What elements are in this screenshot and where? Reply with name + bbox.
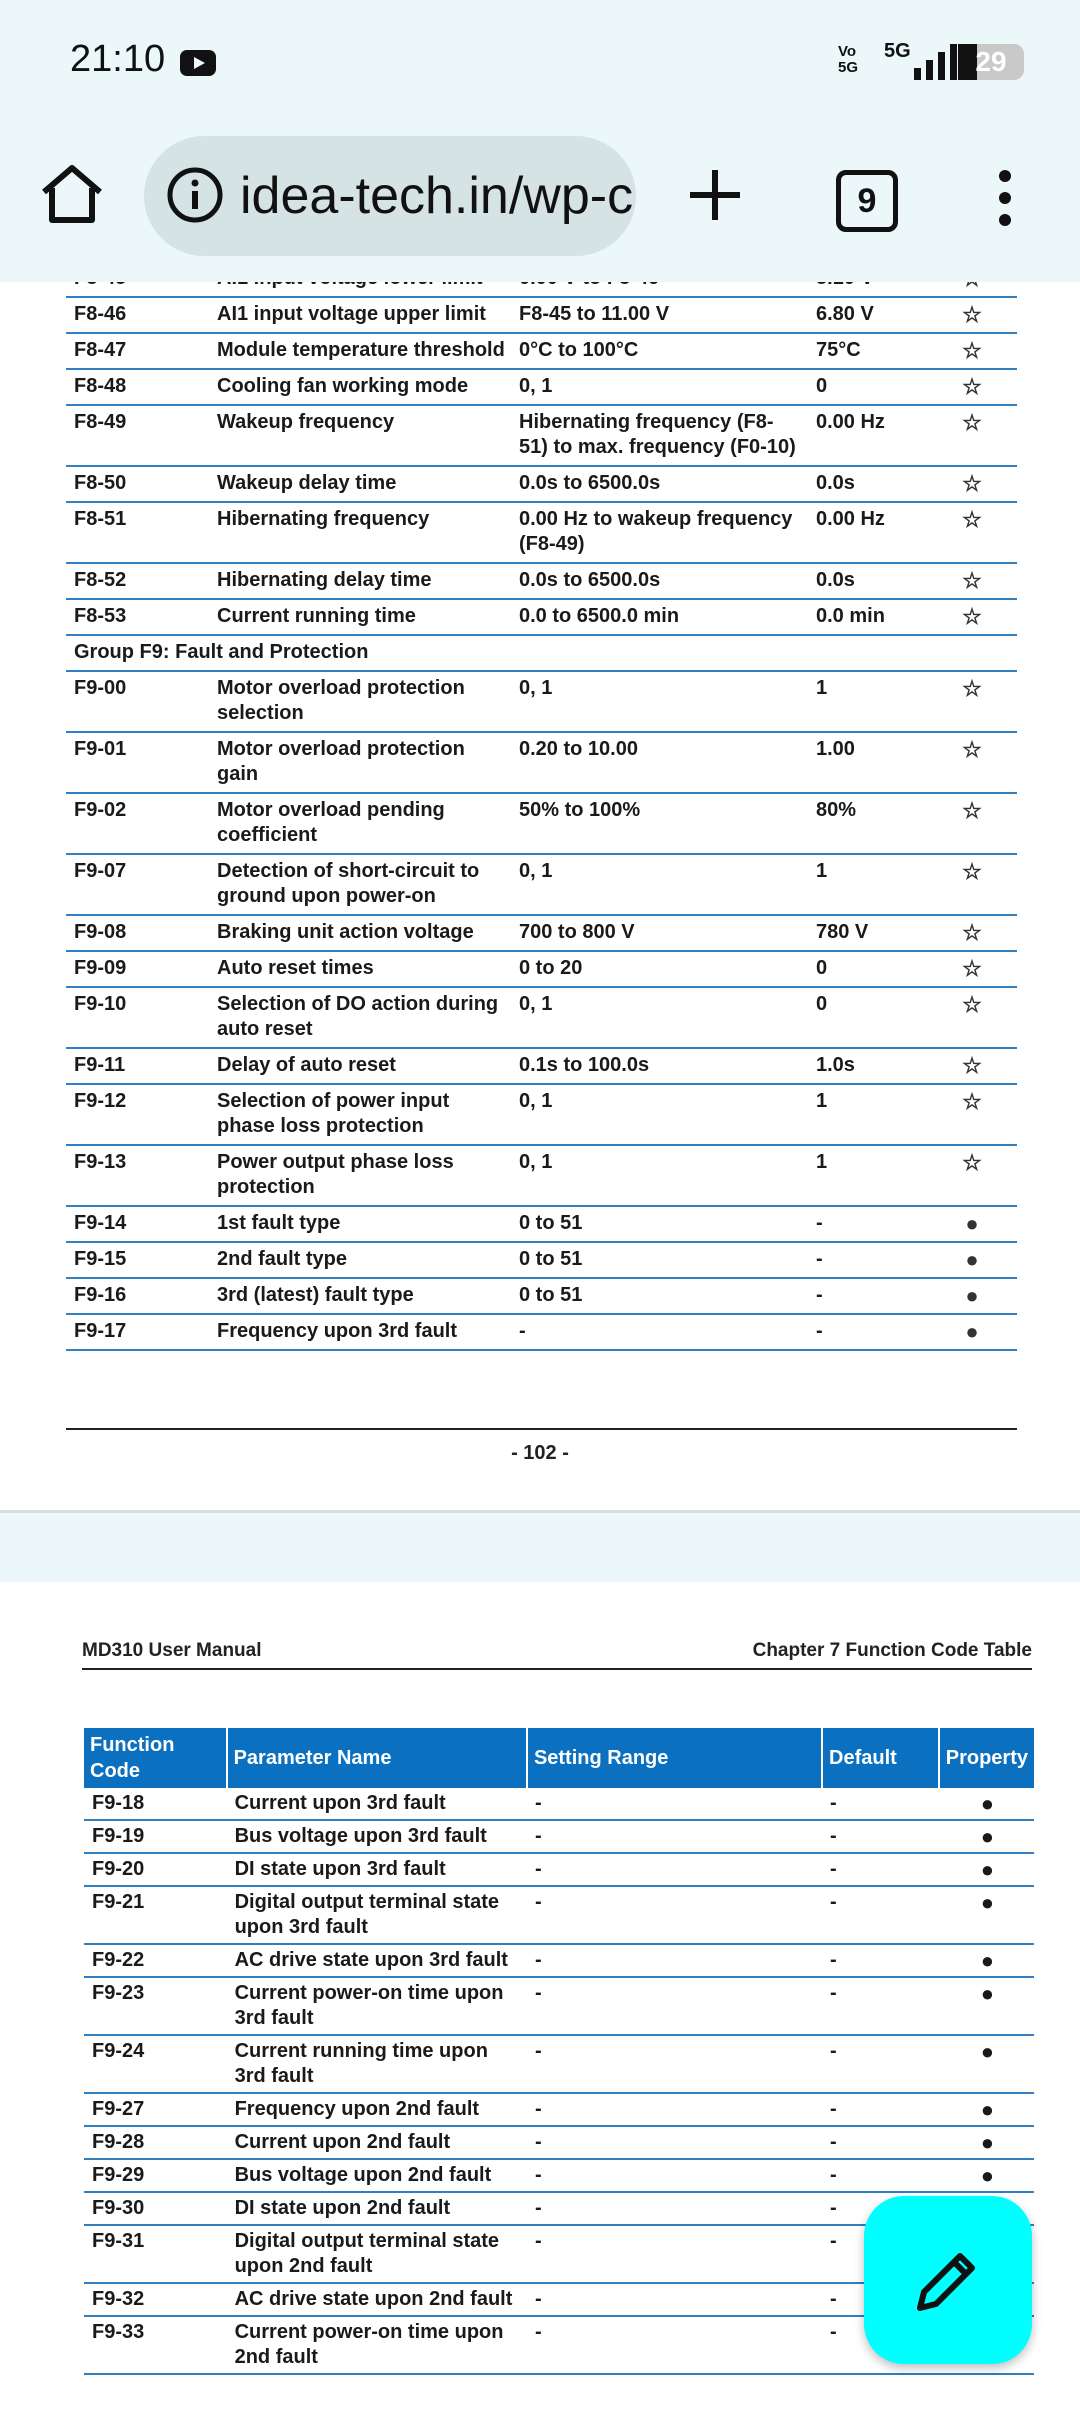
cell-default: - [822,1886,939,1944]
site-info-icon[interactable] [166,166,224,224]
cell-range: 0.00 Hz to wakeup frequency (F8-49) [511,502,808,563]
table-row [66,1084,1017,1145]
cell-name: Bus voltage upon 2nd fault [227,2159,527,2192]
cell-name: Selection of DO action during auto reset [209,987,511,1048]
table-header-row [84,1728,1034,1788]
table-row [66,466,1017,502]
cell-code: F9-14 [66,1206,209,1242]
column-header-name: Parameter Name [227,1728,527,1788]
cell-code: F9-33 [84,2316,227,2374]
cell-name: Motor overload pending coefficient [209,793,511,854]
cell-property: ● [925,1278,1017,1314]
cell-property: ● [925,1206,1017,1242]
cell-range: 0, 1 [511,671,808,732]
cell-name: Delay of auto reset [209,1048,511,1084]
table-row [66,793,1017,854]
cell-range: - [527,2283,822,2316]
header-line [82,1668,1032,1670]
cell-name: Current upon 2nd fault [227,2126,527,2159]
cell-property: ☆ [925,987,1017,1048]
cell-range: 0.0s to 6500.0s [511,466,808,502]
cell-property: ☆ [925,369,1017,405]
cell-default: - [822,2316,939,2374]
cell-default: 1 [808,1084,925,1145]
edit-fab-button[interactable] [864,2196,1032,2364]
cell-property: ☆ [925,333,1017,369]
cell-range: 0 to 51 [511,1206,808,1242]
cell-range: - [527,2093,822,2126]
cell-name: Digital output terminal state upon 3rd fault [227,1886,527,1944]
cell-name: Power output phase loss protection [209,1145,511,1206]
table-row [66,369,1017,405]
cell-range: 0 to 20 [511,951,808,987]
cell-default: - [822,2192,939,2225]
home-icon[interactable] [38,160,106,228]
cell-property: ☆ [925,951,1017,987]
cell-name: DI state upon 3rd fault [227,1853,527,1886]
youtube-icon [180,50,216,76]
tab-switcher-icon[interactable]: 9 [836,170,898,232]
cell-name: Frequency upon 3rd fault [209,1314,511,1350]
cell-code: F9-32 [84,2283,227,2316]
table-row [66,854,1017,915]
pdf-page-102 [0,282,1080,1510]
cell-name: AC drive state upon 3rd fault [227,1944,527,1977]
cell-default: 1 [808,671,925,732]
cell-property: ☆ [925,502,1017,563]
cell-property: ☆ [925,466,1017,502]
table-row [84,1886,1034,1944]
table-row [66,297,1017,333]
cell-property: ☆ [925,671,1017,732]
cell-default: - [822,1820,939,1853]
table-row [84,1977,1034,2035]
cell-range: 0, 1 [511,987,808,1048]
cell-name: DI state upon 2nd fault [227,2192,527,2225]
volte-indicator: Vo 5G [838,43,859,76]
cell-range: - [527,1853,822,1886]
cell-code: F8-53 [66,599,209,635]
address-bar[interactable] [144,136,636,256]
browser-chrome [0,0,1080,282]
table-row [84,1944,1034,1977]
cell-code: F9-18 [84,1788,227,1820]
cell-property: ● [925,1314,1017,1350]
cell-property: ☆ [925,1084,1017,1145]
cell-name: Current running time upon 3rd fault [227,2035,527,2093]
cell-property: ☆ [925,1145,1017,1206]
table-row [66,1314,1017,1350]
column-header-default: Default [822,1728,939,1788]
battery-icon [958,44,1024,80]
table-row [66,1278,1017,1314]
cell-default: - [822,1853,939,1886]
manual-title: MD310 User Manual [82,1640,262,1661]
table-row [66,1048,1017,1084]
edit-pencil-icon [910,2242,986,2318]
group-header-row [66,635,1017,671]
cell-name: 3rd (latest) fault type [209,1278,511,1314]
cell-name: AC drive state upon 2nd fault [227,2283,527,2316]
table-row [84,1853,1034,1886]
cell-default: 1 [808,854,925,915]
cell-property: ● [939,1886,1034,1944]
more-menu-icon[interactable] [990,168,1020,228]
column-header-range: Setting Range [527,1728,822,1788]
cell-name: AI1 input voltage upper limit [209,297,511,333]
cell-code: F9-22 [84,1944,227,1977]
cell-default: - [822,2035,939,2093]
table-row [66,671,1017,732]
table-row [66,599,1017,635]
cell-code: F8-47 [66,333,209,369]
cell-default: - [808,1206,925,1242]
cell-default: 0.0s [808,466,925,502]
cell-name: Current upon 3rd fault [227,1788,527,1820]
cell-name: Motor overload protection gain [209,732,511,793]
cell-range: - [527,2035,822,2093]
cell-code: F9-07 [66,854,209,915]
cell-name: Frequency upon 2nd fault [227,2093,527,2126]
page-gap [0,1510,1080,1585]
table-row [66,405,1017,466]
cell-default: 1.0s [808,1048,925,1084]
cell-code: F9-31 [84,2225,227,2283]
status-time: 21:10 [70,38,166,80]
cell-property: ☆ [925,732,1017,793]
cell-default: - [822,2159,939,2192]
signal-icon [912,44,962,80]
cell-code: F9-11 [66,1048,209,1084]
cell-default: 0.0 min [808,599,925,635]
cell-name: Hibernating frequency [209,502,511,563]
cell-range: 0 to 51 [511,1242,808,1278]
cell-property: ☆ [925,854,1017,915]
column-header-code: Function Code [84,1728,227,1788]
cell-code: F9-08 [66,915,209,951]
cell-code: F9-24 [84,2035,227,2093]
cell-code: F9-27 [84,2093,227,2126]
cell-range: 0.1s to 100.0s [511,1048,808,1084]
cell-property: ☆ [925,563,1017,599]
table-row [66,563,1017,599]
cell-name: Current power-on time upon 3rd fault [227,1977,527,2035]
cell-code: F8-50 [66,466,209,502]
cell-code: F9-29 [84,2159,227,2192]
cell-property: ☆ [925,915,1017,951]
cell-code: F9-30 [84,2192,227,2225]
cell-default: 0.00 Hz [808,502,925,563]
cell-name: Current power-on time upon 2nd fault [227,2316,527,2374]
cell-property: ● [939,1944,1034,1977]
table-row [66,732,1017,793]
table-row [84,2093,1034,2126]
cell-code: F9-19 [84,1820,227,1853]
cell-name: Detection of short-circuit to ground upon power-on [209,854,511,915]
cell-property: ● [925,1242,1017,1278]
cell-default: 0.0s [808,563,925,599]
cell-range: - [527,2192,822,2225]
page-number: - 102 - [511,1442,569,1464]
cell-code: F9-15 [66,1242,209,1278]
cell-default: - [822,1977,939,2035]
cell-code: F9-12 [66,1084,209,1145]
cell-default: 1 [808,1145,925,1206]
new-tab-icon[interactable] [680,160,750,230]
cell-default: - [822,1944,939,1977]
cell-default: - [822,2126,939,2159]
cell-property: ● [939,1977,1034,2035]
table-row [84,1788,1034,1820]
table-row [66,987,1017,1048]
table-row [84,2159,1034,2192]
cell-code: F9-13 [66,1145,209,1206]
cell-name: Wakeup frequency [209,405,511,466]
cell-code: F8-46 [66,297,209,333]
cell-name: Current running time [209,599,511,635]
cell-default: 0 [808,369,925,405]
cell-range: 0, 1 [511,369,808,405]
cell-property: ● [939,1853,1034,1886]
cell-property: ☆ [925,793,1017,854]
cell-code: F9-23 [84,1977,227,2035]
cell-range: 0, 1 [511,1145,808,1206]
cell-range: - [527,2159,822,2192]
column-header-property: Property [939,1728,1034,1788]
cell-name: Module temperature threshold [209,333,511,369]
table-row [84,2035,1034,2093]
cell-name: Cooling fan working mode [209,369,511,405]
cell-property: ● [939,1820,1034,1853]
cell-default: 75°C [808,333,925,369]
cell-default: - [822,1788,939,1820]
cell-range: - [527,1820,822,1853]
cell-code: F8-52 [66,563,209,599]
cell-property: ☆ [925,297,1017,333]
cell-code: F8-49 [66,405,209,466]
cell-range: - [527,1788,822,1820]
url-text: idea-tech.in/wp-c [240,167,634,225]
table-row [66,951,1017,987]
cell-name: Braking unit action voltage [209,915,511,951]
cell-range: - [527,2225,822,2283]
table-row [66,915,1017,951]
cell-default: - [822,2225,939,2283]
table-row [66,333,1017,369]
group-label: Group F9: Fault and Protection [66,635,1017,671]
table-row [66,1145,1017,1206]
cell-range: 0 to 51 [511,1278,808,1314]
table-row [66,502,1017,563]
cell-name: Bus voltage upon 3rd fault [227,1820,527,1853]
table-row [84,1820,1034,1853]
cell-name: 2nd fault type [209,1242,511,1278]
cell-code: F8-51 [66,502,209,563]
cell-default: - [808,1278,925,1314]
battery-level: 29 [975,46,1007,77]
cell-range: 0, 1 [511,1084,808,1145]
cell-property: ● [939,2159,1034,2192]
cell-range: 0.0 to 6500.0 min [511,599,808,635]
cell-range: - [527,2316,822,2374]
cell-default: - [808,1314,925,1350]
network-type: 5G [884,40,911,62]
cell-default: 1.00 [808,732,925,793]
cell-range: 0°C to 100°C [511,333,808,369]
cell-range: - [511,1314,808,1350]
cell-default: - [822,2283,939,2316]
page-footer-line [66,1428,1017,1430]
cell-code: F9-21 [84,1886,227,1944]
cell-range: - [527,1886,822,1944]
cell-range: Hibernating frequency (F8-51) to max. frequency (F0-10) [511,405,808,466]
cell-property: ☆ [925,405,1017,466]
cell-default: 0 [808,987,925,1048]
cell-code: F9-00 [66,671,209,732]
cell-code: F9-16 [66,1278,209,1314]
cell-default: 0 [808,951,925,987]
cell-default: 80% [808,793,925,854]
cell-range: 700 to 800 V [511,915,808,951]
table-row [84,2126,1034,2159]
cell-property: ● [939,2126,1034,2159]
cell-name: Digital output terminal state upon 2nd fault [227,2225,527,2283]
cell-default: - [822,2093,939,2126]
cell-name: 1st fault type [209,1206,511,1242]
cell-property: ☆ [925,599,1017,635]
cell-code: F8-48 [66,369,209,405]
cell-code: F9-02 [66,793,209,854]
cell-default: 6.80 V [808,297,925,333]
cell-default: 0.00 Hz [808,405,925,466]
cell-code: F9-17 [66,1314,209,1350]
cell-property: ☆ [925,1048,1017,1084]
cell-code: F9-10 [66,987,209,1048]
cell-range: - [527,1977,822,2035]
cell-property: ● [939,1788,1034,1820]
cell-range: - [527,2126,822,2159]
cell-code: F9-01 [66,732,209,793]
cell-name: Wakeup delay time [209,466,511,502]
cell-name: Auto reset times [209,951,511,987]
cell-code: F9-20 [84,1853,227,1886]
cell-default: 780 V [808,915,925,951]
function-code-table-page1 [66,262,1017,1351]
cell-name: Motor overload protection selection [209,671,511,732]
table-row [66,1206,1017,1242]
cell-range: - [527,1944,822,1977]
chapter-title: Chapter 7 Function Code Table [752,1640,1032,1661]
cell-range: 0, 1 [511,854,808,915]
cell-default: - [808,1242,925,1278]
cell-property: ● [939,2093,1034,2126]
cell-range: 0.0s to 6500.0s [511,563,808,599]
cell-name: Hibernating delay time [209,563,511,599]
cell-code: F9-28 [84,2126,227,2159]
table-row [66,1242,1017,1278]
cell-range: F8-45 to 11.00 V [511,297,808,333]
cell-range: 0.20 to 10.00 [511,732,808,793]
cell-property: ● [939,2035,1034,2093]
cell-range: 50% to 100% [511,793,808,854]
cell-name: Selection of power input phase loss protection [209,1084,511,1145]
cell-code: F9-09 [66,951,209,987]
